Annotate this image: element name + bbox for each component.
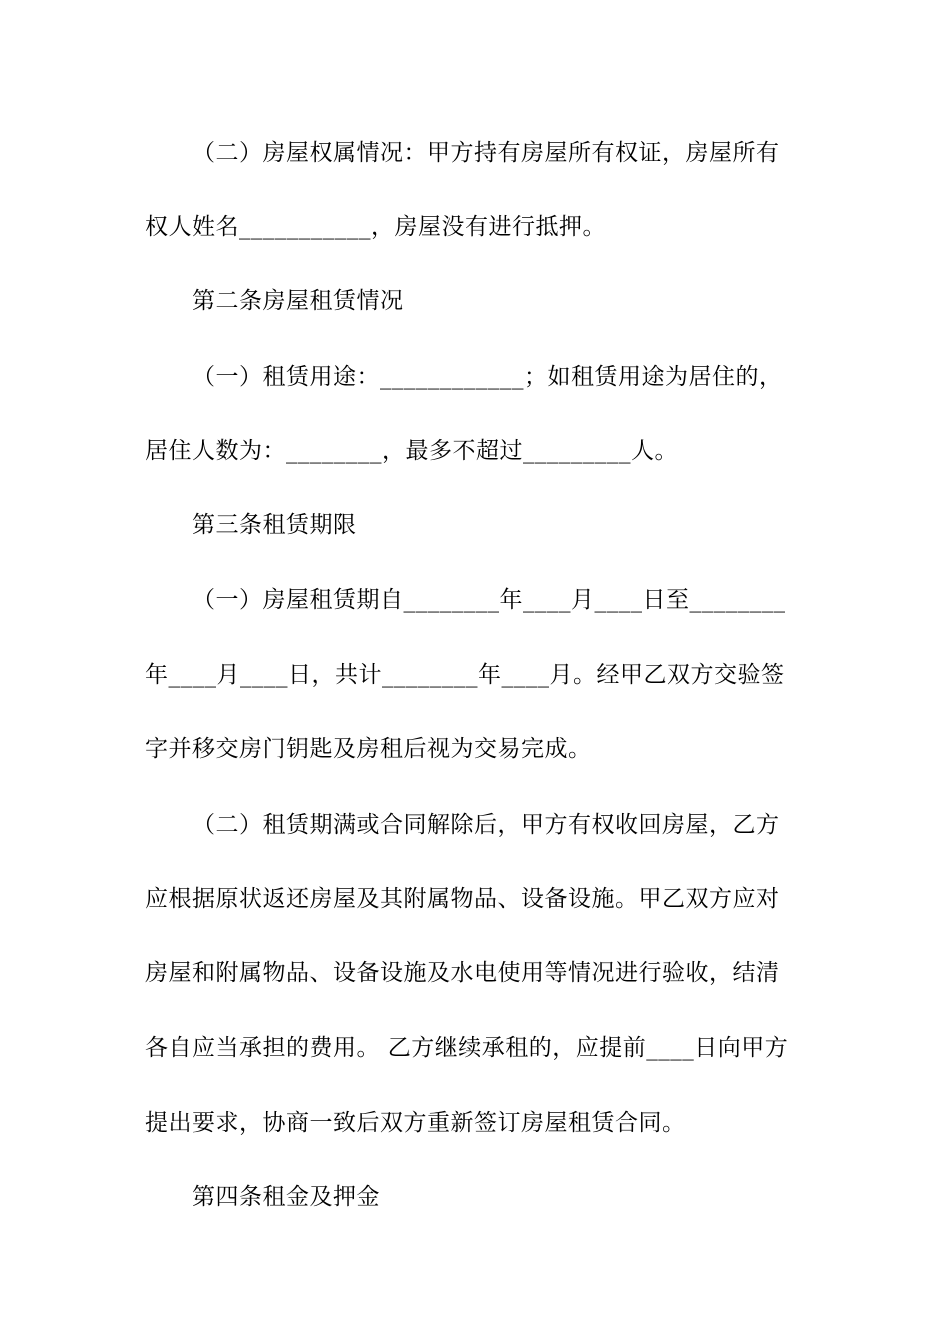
section-heading: 第三条租赁期限 — [192, 512, 357, 538]
section-heading: 第二条房屋租赁情况 — [192, 288, 404, 314]
paragraph-line: 应根据原状返还房屋及其附属物品、设备设施。甲乙双方应对 — [145, 886, 780, 912]
paragraph-line: 各自应当承担的费用。 乙方继续承租的，应提前____日向甲方 — [145, 1035, 789, 1061]
paragraph-line: 权人姓名___________，房屋没有进行抵押。 — [145, 214, 606, 240]
paragraph-line: 字并移交房门钥匙及房租后视为交易完成。 — [145, 736, 592, 762]
paragraph-line: 居住人数为：________，最多不超过_________人。 — [145, 438, 678, 464]
paragraph-line: （二）房屋权属情况：甲方持有房屋所有权证，房屋所有 — [192, 140, 780, 166]
paragraph-line: （二）租赁期满或合同解除后，甲方有权收回房屋，乙方 — [192, 812, 780, 838]
paragraph-line: （一）房屋租赁期自________年____月____日至________ — [192, 587, 786, 613]
paragraph-line: 年____月____日，共计________年____月。经甲乙双方交验签 — [145, 662, 785, 688]
paragraph-line: 提出要求，协商一致后双方重新签订房屋租赁合同。 — [145, 1110, 686, 1136]
section-heading: 第四条租金及押金 — [192, 1184, 380, 1210]
paragraph-line: （一）租赁用途：____________；如租赁用途为居住的， — [192, 364, 783, 390]
paragraph-line: 房屋和附属物品、设备设施及水电使用等情况进行验收，结清 — [145, 960, 780, 986]
